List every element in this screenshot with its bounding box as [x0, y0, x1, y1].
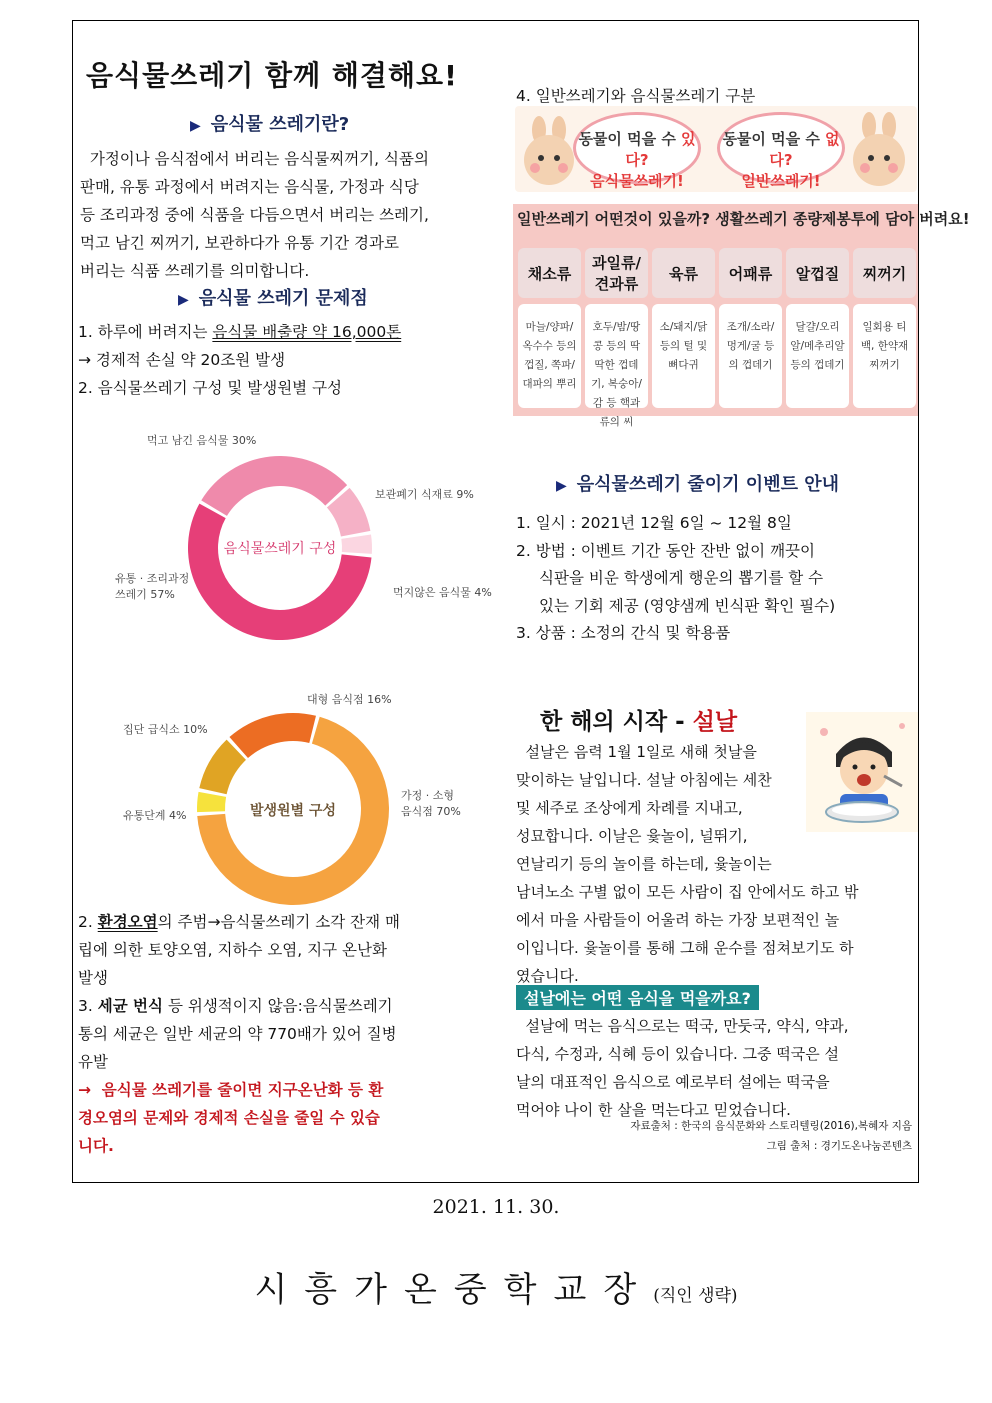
section4-heading: 4. 일반쓰레기와 음식물쓰레기 구분 [516, 87, 756, 105]
label-uneaten: 먹지않은 음식물 4% [393, 586, 492, 599]
donut-slice-3 [341, 534, 372, 553]
problems-list: 1. 하루에 버려지는 음식물 배출량 약 16,000톤 → 경제적 손실 약 20조원 발생 2. 음식물쓰레기 구성 및 발생원별 구성 [78, 323, 402, 397]
donut-slice-1 [201, 456, 347, 516]
bunny-right-icon [849, 112, 909, 188]
bunny-left-icon [521, 116, 577, 186]
category-items: 달걀/오리알/메추리알 등의 껍데기 [786, 304, 849, 408]
environment-paragraph: 2. 환경오염의 주범→음식물쓰레기 소각 잔재 매 립에 의한 토양오염, 지하수 오염, 지구 온난화 발생 3. 세균 번식 등 위생적이지 않음:음식물쓰레기 통의 세균은 일반 세균의 약 770배가 있어 질병 유발 → 음식물 쓰레기를 줄이면 지구온난화 등 환 경오염의 문제와 경제적 손실을 줄일 수 있습 니다. [78, 913, 400, 1155]
image-source-text: 그림 출처 : 경기도온나눔콘텐츠 [766, 1140, 912, 1152]
category-header: 과일류/견과류 [585, 248, 648, 298]
category-items: 일회용 티백, 한약재 찌꺼기 [853, 304, 916, 408]
composition-donut-chart [75, 420, 495, 660]
category-items: 소/돼지/닭 등의 털 및 뼈다귀 [652, 304, 715, 408]
category-header: 찌꺼기 [853, 248, 916, 298]
principal-signature: 시흥가온중학교장(직인 생략) [254, 1270, 738, 1310]
source-donut-chart [75, 685, 495, 915]
label-household-1: 가정 · 소형 [401, 789, 454, 802]
issue-date: 2021. 11. 30. [432, 1196, 560, 1218]
seollal-paragraph: 설날은 음력 1월 1일로 새해 첫날을 맞이하는 날입니다. 설날 아침에는 세찬 및 세주로 조상에게 차례를 지내고, 성묘합니다. 이날은 윷놀이, 널뛰기, 연날리기 등의 놀이를 하는데, 윷놀이는 남녀노소 구별 없이 모든 사람이 집 안에서도 하고 밖 에서 마을 사람들이 어울려 하는 가장 보편적인 놀 이입니다. 윷놀이를 통해 그해 운수를 점쳐보기도 하 였습니다. [516, 743, 859, 985]
label-distribution-2: 쓰레기 57% [115, 588, 175, 601]
page-title: 음식물쓰레기 함께 해결해요! [86, 59, 458, 92]
seollal-heading: 한 해의 시작 - 설날 [540, 709, 738, 735]
section-heading-event: ▶ 음식물쓰레기 줄이기 이벤트 안내 [556, 474, 840, 495]
comparison-graphic [515, 106, 917, 192]
triangle-bullet-icon: ▶ [556, 478, 567, 494]
food-paragraph: 설날에 먹는 음식으로는 떡국, 만둣국, 약식, 약과, 다식, 수정과, 식혜 등이 있습니다. 그중 떡국은 설 날의 대표적인 음식으로 예로부터 설에는 떡국을 먹어야 나이 한 살을 먹는다고 믿었습니다. [516, 1017, 849, 1119]
label-distribution-1: 유통 · 조리과정 [115, 572, 190, 585]
label-leftover: 먹고 남긴 음식물 30% [147, 434, 257, 447]
bubble-general-waste: 동물이 먹을 수 없다? 일반쓰레기! [717, 112, 845, 184]
label-storage: 보관폐기 식재료 9% [375, 488, 474, 501]
category-items: 호두/밤/땅콩 등의 딱딱한 껍데기, 복숭아/감 등 핵과류의 씨 [585, 304, 648, 408]
label-household-2: 음식점 70% [401, 805, 461, 818]
source-chart-title: 발생원별 구성 [249, 803, 337, 819]
triangle-bullet-icon: ▶ [190, 118, 201, 134]
category-header: 육류 [652, 248, 715, 298]
bubble-food-waste: 동물이 먹을 수 있다? 음식물쓰레기! [573, 112, 701, 184]
category-items: 조개/소라/멍게/굴 등의 껍데기 [719, 304, 782, 408]
section-heading-definition: ▶ 음식물 쓰레기란? [190, 114, 350, 135]
label-cafeteria: 집단 급식소 10% [123, 723, 208, 736]
waste-category-table [513, 204, 970, 428]
source-text: 자료출처 : 한국의 음식문화와 스토리텔링(2016),복혜자 지음 [630, 1120, 912, 1132]
category-items: 마늘/양파/옥수수 등의 껍질, 쪽파/대파의 뿌리 [518, 304, 581, 408]
definition-paragraph: 가정이나 음식점에서 버리는 음식물찌꺼기, 식품의 판매, 유통 과정에서 버려지는 음식물, 가정과 식당 등 조리과정 중에 식품을 다듬으면서 버리는 쓰레기, 먹고 남긴 찌꺼기, 보관하다가 유통 기간 경과로 버리는 식품 쓰레기를 의미합니다. [80, 150, 429, 280]
label-distribution-stage: 유통단계 4% [123, 809, 187, 822]
composition-chart-title: 음식물쓰레기 구성 [223, 541, 337, 557]
label-large-restaurant: 대형 음식점 16% [307, 693, 392, 706]
event-details: 1. 일시 : 2021년 12월 6일 ~ 12월 8일 2. 방법 : 이벤트 기간 동안 잔반 없이 깨끗이 식판을 비운 학생에게 행운의 뽑기를 할 수 있는 기회 제공 (영양샘께 빈식판 확인 필수) 3. 상품 : 소정의 간식 및 학용품 [516, 514, 836, 642]
category-header: 알껍질 [786, 248, 849, 298]
section-heading-problems: ▶ 음식물 쓰레기 문제점 [178, 288, 368, 309]
category-header: 채소류 [518, 248, 581, 298]
donut-slice-3 [197, 792, 226, 812]
food-subheading: 설날에는 어떤 음식을 먹을까요? [516, 985, 759, 1010]
category-header: 어패류 [719, 248, 782, 298]
triangle-bullet-icon: ▶ [178, 292, 189, 308]
table-banner: 일반쓰레기 어떤것이 있을까? 생활쓰레기 종량제봉투에 담아 버려요! [517, 210, 970, 228]
donut-slice-1 [229, 713, 316, 758]
